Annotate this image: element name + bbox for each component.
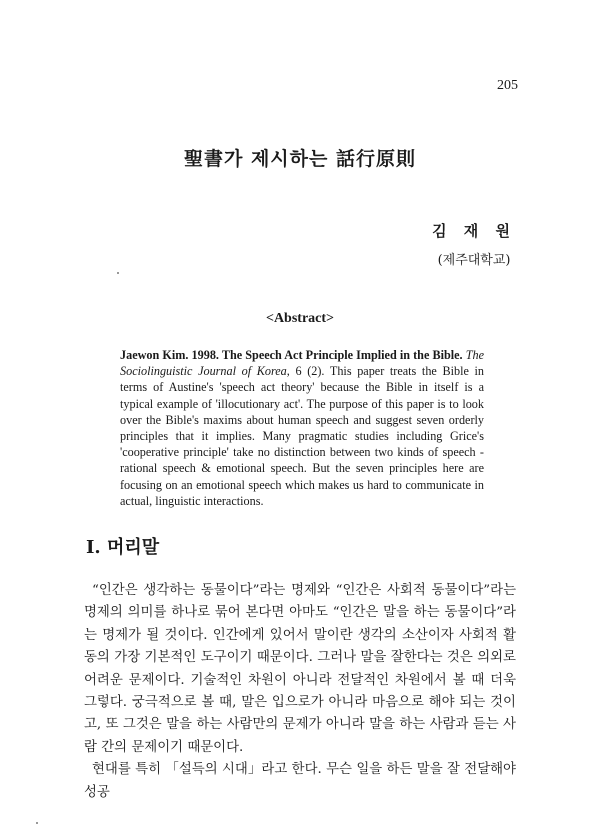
author-block xyxy=(432,220,516,268)
author-name: 김 재 원 xyxy=(432,222,516,240)
section-heading: Ⅰ. 머리말 xyxy=(86,537,160,558)
journal-volume: , 6 (2). xyxy=(286,364,330,379)
abstract-heading: <Abstract> xyxy=(265,311,335,326)
scan-speck xyxy=(36,822,38,824)
abstract-text: This paper treats the Bible in terms of Austine's 'speech act theory' because the Bible in itself is a typical example of 'illocutionary act'. The purpose of this paper is to look over the Bible's maxims about human speech and suggest seven orderly principles that it implies. Many pragmatic studies including Grice's 'cooperative principle' take no distinction between two kinds of speech - rational speech & emotional speech. But the seven principles here are focusing on an emotional speech which makes us hard to communicate in actual, linguistic interactions. xyxy=(120,364,484,508)
page-number: 205 xyxy=(497,78,518,93)
paper-title: 聖書가 제시하는 話行原則 xyxy=(183,148,416,170)
author-affiliation: (제주대학교) xyxy=(437,253,511,268)
paragraph: 현대를 특히 「설득의 시대」라고 한다. 무슨 일을 하든 말을 잘 전달해야 성공 xyxy=(84,762,516,800)
citation-title: The Speech Act Principle Implied in the Bible. xyxy=(221,348,463,362)
abstract-body xyxy=(120,347,484,509)
journal-name: The Sociolinguistic Journal of Korea xyxy=(120,348,484,379)
body-text xyxy=(84,580,516,804)
scan-speck xyxy=(117,272,119,274)
citation-author: Jaewon Kim. 1998. xyxy=(120,348,222,362)
paragraph: “인간은 생각하는 동물이다”라는 명제와 “인간은 사회적 동물이다”라는 명제의 의미를 하나로 묶어 본다면 아마도 “인간은 말을 하는 동물이다”라는 명제가 될 것이다. 인간에게 있어서 말이란 생각의 소산이자 사회적 활동의 가장 기본적인 도구이기 때문이다. 그러나 말을 잘한다는 것은 의외로 어려운 문제이다. 기술적인 차원이 아니라 전달적인 차원에서 볼 때 더욱 그렇다. 궁극적으로 볼 때, 말은 입으로가 아니라 마음으로 해야 되는 것이고, 또 그것은 말을 하는 사람만의 문제가 아니라 말을 하는 사람과 듣는 사람 간의 문제이기 때문이다. xyxy=(84,583,516,755)
